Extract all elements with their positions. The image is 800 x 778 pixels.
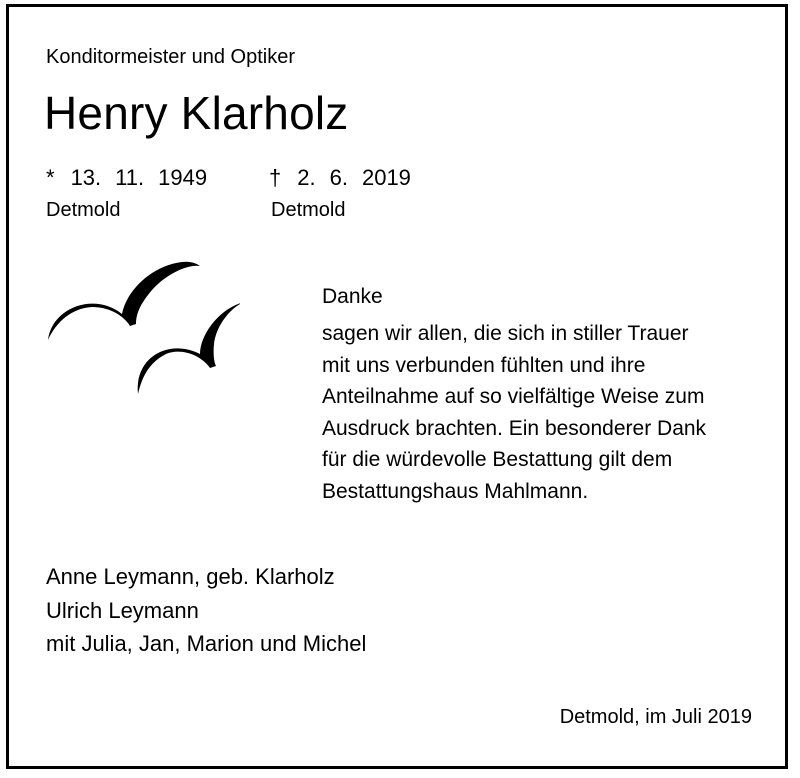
birth-day: 13. bbox=[70, 165, 102, 190]
birth-year: 1949 bbox=[158, 165, 208, 190]
lower-bird-shape bbox=[138, 302, 240, 394]
thanks-line: Ausdruck brachten. Ein besonderer Dank bbox=[322, 416, 707, 440]
birth-symbol: * bbox=[46, 165, 55, 190]
death-month: 6. bbox=[329, 165, 348, 190]
place-and-date: Detmold, im Juli 2019 bbox=[559, 706, 752, 728]
profession: Konditormeister und Optiker bbox=[46, 46, 296, 68]
family-signatures bbox=[46, 560, 366, 661]
death-year: 2019 bbox=[361, 165, 411, 190]
thanks-line: Bestattungshaus Mahlmann. bbox=[322, 479, 589, 503]
birth-place: Detmold bbox=[46, 199, 121, 221]
death-symbol: † bbox=[269, 165, 282, 190]
thanks-line: für die würdevolle Bestattung gilt dem bbox=[322, 448, 673, 471]
family-member: mit Julia, Jan, Marion und Michel bbox=[46, 631, 367, 656]
thanks-line: sagen wir allen, die sich in stiller Trauer bbox=[322, 322, 689, 345]
birth-month: 11. bbox=[115, 165, 145, 190]
death-day: 2. bbox=[297, 165, 316, 190]
death-place: Detmold bbox=[271, 199, 346, 221]
two-birds-icon bbox=[40, 252, 240, 412]
thanks-heading: Danke bbox=[322, 285, 383, 308]
family-member: Ulrich Leymann bbox=[46, 597, 199, 623]
thanks-text bbox=[322, 318, 706, 507]
thanks-line: Anteilnahme auf so vielfältige Weise zum bbox=[322, 385, 705, 408]
death-date bbox=[269, 165, 411, 191]
family-member: Anne Leymann, geb. Klarholz bbox=[46, 564, 335, 589]
thanks-line: mit uns verbunden fühlten und ihre bbox=[322, 353, 646, 377]
deceased-name: Henry Klarholz bbox=[44, 87, 349, 139]
birth-date bbox=[46, 165, 207, 191]
upper-bird-shape bbox=[48, 262, 200, 340]
